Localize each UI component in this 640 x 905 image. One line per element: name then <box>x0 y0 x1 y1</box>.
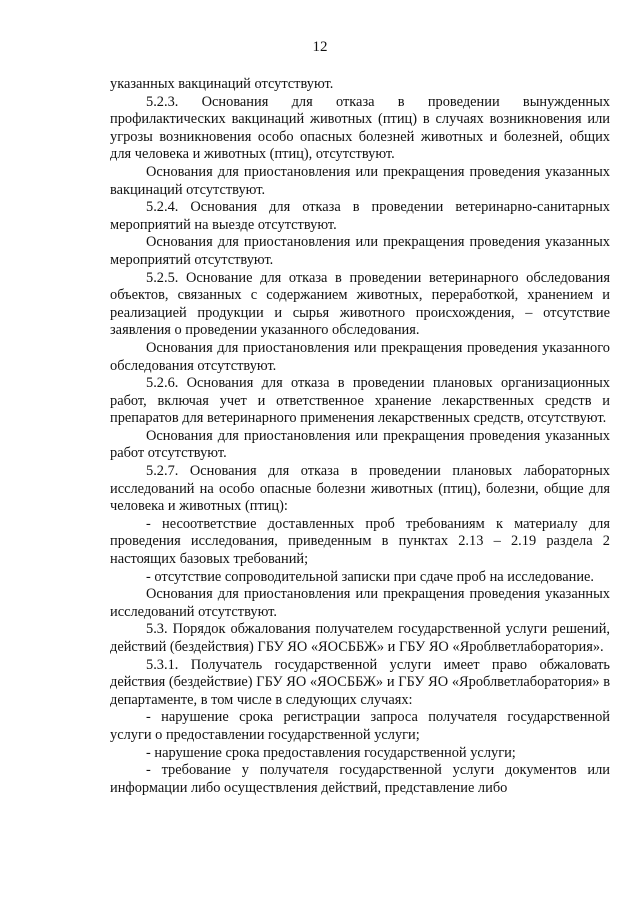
paragraph: 5.3. Порядок обжалования получателем государственной услуги решений, действий (бездействия) ГБУ ЯО «ЯОСББЖ» и ГБУ ЯО «Яроблветлаборатория». <box>110 621 610 655</box>
paragraph: Основания для приостановления или прекращения проведения указанных мероприятий отсутствуют. <box>110 234 610 268</box>
list-item: - нарушение срока предоставления государственной услуги; <box>146 744 516 761</box>
document-body <box>110 76 610 797</box>
paragraph: 5.2.7. Основания для отказа в проведении плановых лабораторных исследований на особо опасные болезни животных (птиц), болезни, общие для человека и животных (птиц): <box>110 463 610 515</box>
paragraph: Основания для приостановления или прекращения проведения указанных вакцинаций отсутствуют. <box>110 163 610 198</box>
list-item: - отсутствие сопроводительной записки при сдаче проб на исследование. <box>146 568 595 585</box>
paragraph: 5.2.4. Основания для отказа в проведении ветеринарно-санитарных мероприятий на выезде отсутствуют. <box>110 199 610 233</box>
page-number: 12 <box>312 39 328 55</box>
list-item: - требование у получателя государственной услуги документов или информации либо осуществления действий, представление либо <box>110 762 610 796</box>
list-item: - нарушение срока регистрации запроса получателя государственной услуги о предоставлении государственной услуги; <box>110 709 610 743</box>
paragraph: 5.2.6. Основания для отказа в проведении плановых организационных работ, включая учет и ответственное хранение лекарственных средств и препаратов для ветеринарного применения лекарственных средств, отсутствуют. <box>110 375 610 427</box>
paragraph: Основания для приостановления или прекращения проведения указанных исследований отсутствуют. <box>110 586 610 620</box>
list-item: - несоответствие доставленных проб требованиям к материалу для проведения исследования, приведенным в пунктах 2.13 – 2.19 раздела 2 настоящих базовых требований; <box>110 515 610 568</box>
paragraph: Основания для приостановления или прекращения проведения указанного обследования отсутствуют. <box>110 339 610 374</box>
paragraph: 5.2.3. Основания для отказа в проведении вынужденных профилактических вакцинаций животных (птиц) в случаях возникновения или угрозы возникновения особо опасных болезней животных и болезней, общих для человека и животных (птиц), отсутствуют. <box>110 93 610 163</box>
paragraph: Основания для приостановления или прекращения проведения указанных работ отсутствуют. <box>110 427 610 462</box>
paragraph: 5.3.1. Получатель государственной услуги имеет право обжаловать действия (бездействие) ГБУ ЯО «ЯОСББЖ» и ГБУ ЯО «Яроблветлаборатория» в департаменте, в том числе в следующих случаях: <box>110 656 610 708</box>
paragraph: 5.2.5. Основание для отказа в проведении ветеринарного обследования объектов, связанных с содержанием животных, переработкой, хранением и реализацией продукции и сырья животного происхождения, – отсутствие заявления о проведении указанного обследования. <box>110 269 610 339</box>
paragraph: указанных вакцинаций отсутствуют. <box>110 76 334 92</box>
